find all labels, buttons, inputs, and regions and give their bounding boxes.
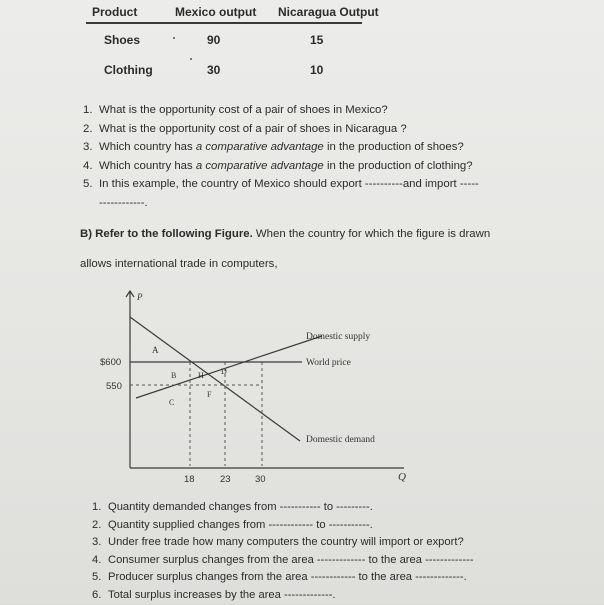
- quantity-label-30: 30: [255, 474, 266, 485]
- question-item: 2. Quantity supplied changes from ------------ to -----------.: [92, 518, 373, 531]
- quantity-label-23: 23: [220, 474, 231, 485]
- domestic-supply-label: Domestic supply: [306, 332, 371, 342]
- question-item: 6. Total surplus increases by the area -------------.: [92, 588, 336, 601]
- area-label-f: F: [207, 390, 212, 399]
- section-b-line2: allows international trade in computers,: [80, 258, 278, 270]
- part-b-question-list: [92, 499, 474, 605]
- question-item: 1. What is the opportunity cost of a pair of shoes in Mexico?: [83, 104, 388, 116]
- table-cell-mexico: 90: [207, 33, 221, 47]
- domestic-demand-label: Domestic demand: [306, 435, 375, 445]
- area-label-b: B: [171, 371, 177, 380]
- price-label-550: 550: [106, 381, 122, 392]
- question-item-continuation: ------------.: [99, 196, 148, 209]
- quantity-label-18: 18: [184, 474, 195, 485]
- question-item: 4. Consumer surplus changes from the area ------------- to the area -------------: [92, 553, 474, 566]
- area-label-c: C: [169, 398, 175, 407]
- question-item: 5. In this example, the country of Mexico should export ----------and import -----: [83, 178, 479, 191]
- q-axis-label: Q: [398, 471, 406, 483]
- area-label-h: H: [198, 371, 204, 380]
- p-axis-label: P: [137, 292, 143, 302]
- section-b-heading: B) Refer to the following Figure. When the country for which the figure is drawn: [80, 228, 491, 240]
- table-cell-nicaragua: 15: [310, 33, 324, 47]
- area-label-d: D: [221, 367, 227, 376]
- table-cell-nicaragua: 10: [310, 63, 324, 77]
- table-cell-mexico: 30: [207, 63, 221, 77]
- question-item: 1. Quantity demanded changes from ----------- to ---------.: [92, 501, 373, 513]
- table-cell-product: Clothing: [104, 63, 153, 77]
- table-header-mexico: Mexico output: [175, 5, 257, 19]
- price-label-600: $600: [100, 357, 122, 368]
- table-header-product: Product: [92, 5, 138, 19]
- world-price-label: World price: [306, 358, 351, 368]
- question-item: 5. Producer surplus changes from the area ------------ to the area -------------.: [92, 571, 467, 584]
- question-item: 2. What is the opportunity cost of a pair of shoes in Nicaragua ?: [83, 122, 407, 135]
- area-label-a: A: [152, 345, 159, 355]
- question-item: 3. Under free trade how many computers the country will import or export?: [92, 536, 464, 549]
- question-item: 3. Which country has a comparative advantage in the production of shoes?: [83, 141, 464, 154]
- domestic-demand-curve: [130, 317, 300, 441]
- table-header-nicaragua: Nicaragua Output: [278, 5, 379, 19]
- question-item: 4. Which country has a comparative advantage in the production of clothing?: [83, 159, 473, 172]
- table-cell-product: Shoes: [104, 33, 141, 47]
